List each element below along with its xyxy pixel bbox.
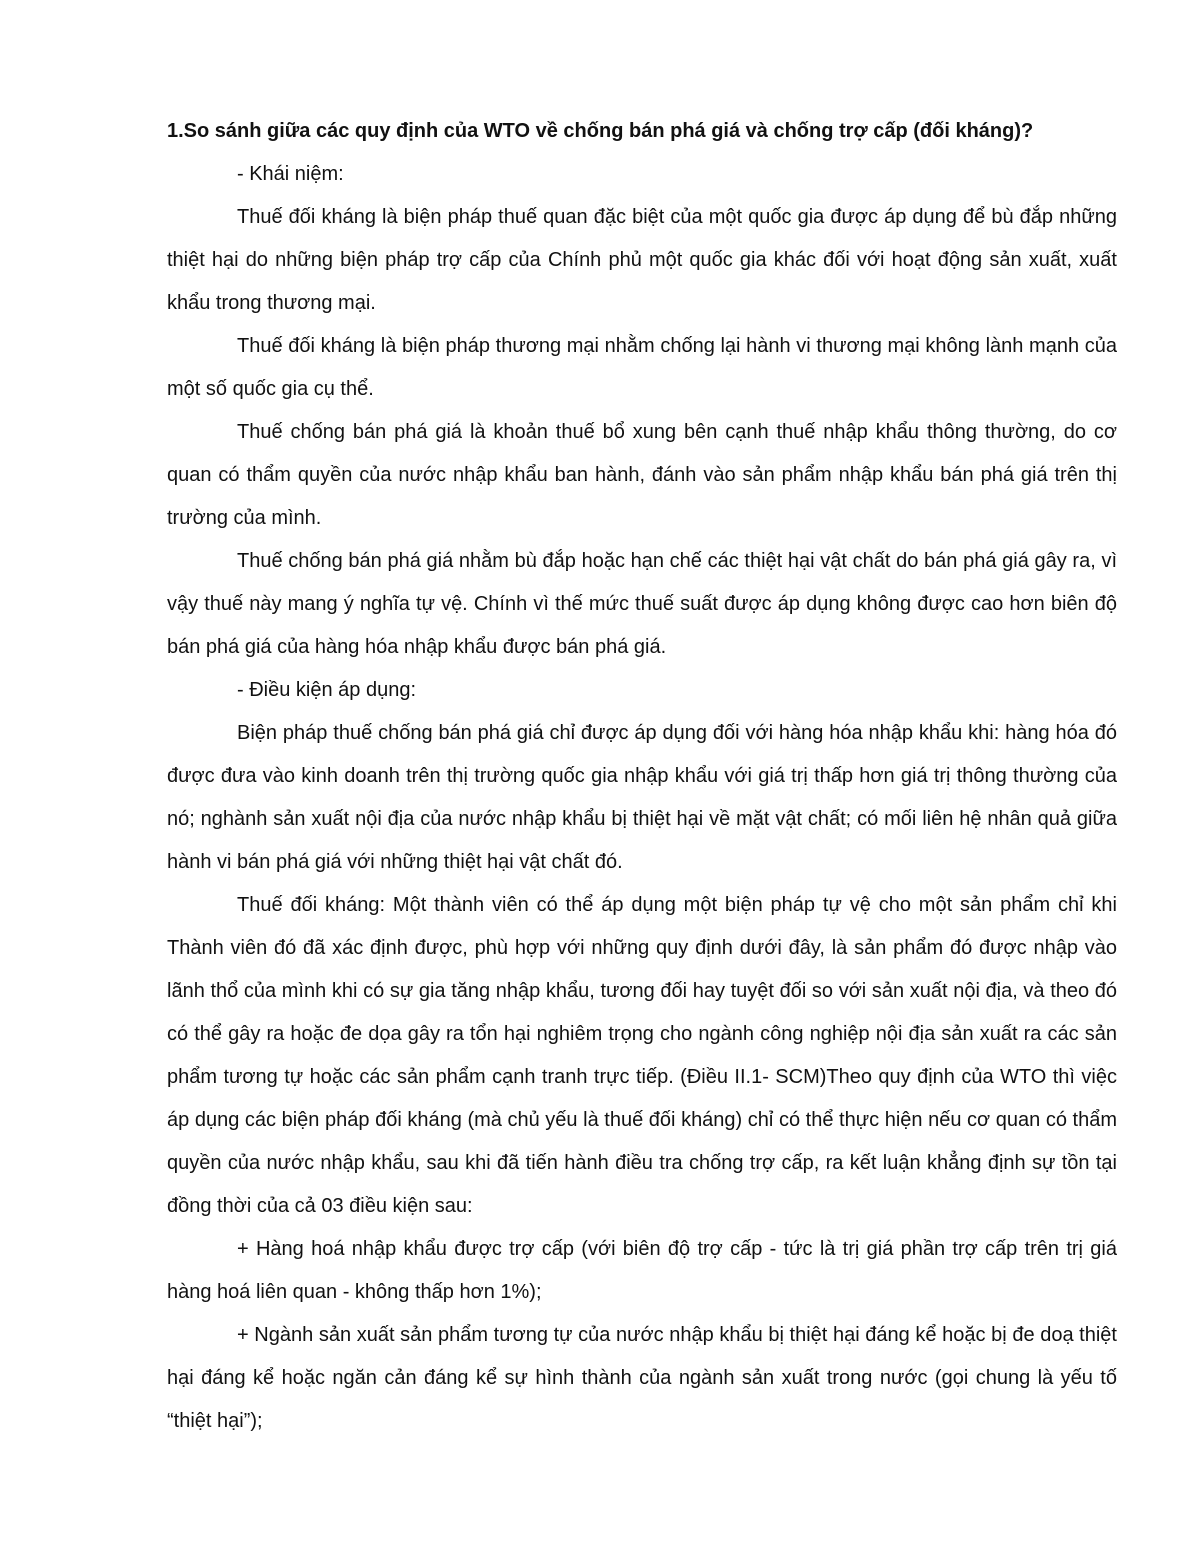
document-body (167, 110, 1117, 1443)
section-heading-conditions: - Điều kiện áp dụng: (237, 679, 417, 701)
list-item: + Hàng hoá nhập khẩu được trợ cấp (với biên độ trợ cấp - tức là trị giá phần trợ cấp trên trị giá hàng hoá liên quan - không thấp hơn 1%); (167, 1238, 1117, 1303)
paragraph: Thuế chống bán phá giá nhằm bù đắp hoặc hạn chế các thiệt hại vật chất do bán phá giá gây ra, vì vậy thuế này mang ý nghĩa tự vệ. Chính vì thế mức thuế suất được áp dụng không được cao hơn biên độ bán phá giá của hàng hóa nhập khẩu được bán phá giá. (167, 550, 1117, 658)
paragraph: Thuế đối kháng: Một thành viên có thể áp dụng một biện pháp tự vệ cho một sản phẩm chỉ khi Thành viên đó đã xác định được, phù hợp với những quy định dưới đây, là sản phẩm đó được nhập vào lãnh thổ của mình khi có sự gia tăng nhập khẩu, tương đối hay tuyệt đối so với sản xuất nội địa, và theo đó có thể gây ra hoặc đe dọa gây ra tổn hại nghiêm trọng cho ngành công nghiệp nội địa sản xuất ra các sản phẩm tương tự hoặc các sản phẩm cạnh tranh trực tiếp. (Điều II.1- SCM)Theo quy định của WTO thì việc áp dụng các biện pháp đối kháng (mà chủ yếu là thuế đối kháng) chỉ có thể thực hiện nếu cơ quan có thẩm quyền của nước nhập khẩu, sau khi đã tiến hành điều tra chống trợ cấp, ra kết luận khẳng định sự tồn tại đồng thời của cả 03 điều kiện sau: (167, 894, 1117, 1217)
paragraph: Thuế đối kháng là biện pháp thuế quan đặc biệt của một quốc gia được áp dụng để bù đắp những thiệt hại do những biện pháp trợ cấp của Chính phủ một quốc gia khác đối với hoạt động sản xuất, xuất khẩu trong thương mại. (167, 206, 1117, 314)
document-title: 1.So sánh giữa các quy định của WTO về chống bán phá giá và chống trợ cấp (đối kháng)? (167, 120, 1034, 142)
list-item: + Ngành sản xuất sản phẩm tương tự của nước nhập khẩu bị thiệt hại đáng kể hoặc bị đe doạ thiệt hại đáng kể hoặc ngăn cản đáng kể sự hình thành của ngành sản xuất trong nước (gọi chung là yếu tố “thiệt hại”); (167, 1324, 1117, 1432)
paragraph: Biện pháp thuế chống bán phá giá chỉ được áp dụng đối với hàng hóa nhập khẩu khi: hàng hóa đó được đưa vào kinh doanh trên thị trường quốc gia nhập khẩu với giá trị thấp hơn giá trị thông thường của nó; nghành sản xuất nội địa của nước nhập khẩu bị thiệt hại về mặt vật chất; có mối liên hệ nhân quả giữa hành vi bán phá giá với những thiệt hại vật chất đó. (167, 722, 1117, 873)
paragraph: Thuế chống bán phá giá là khoản thuế bổ xung bên cạnh thuế nhập khẩu thông thường, do cơ quan có thẩm quyền của nước nhập khẩu ban hành, đánh vào sản phẩm nhập khẩu bán phá giá trên thị trường của mình. (167, 421, 1117, 529)
section-heading-concept: - Khái niệm: (237, 163, 344, 185)
paragraph: Thuế đối kháng là biện pháp thương mại nhằm chống lại hành vi thương mại không lành mạnh của một số quốc gia cụ thể. (167, 335, 1117, 400)
